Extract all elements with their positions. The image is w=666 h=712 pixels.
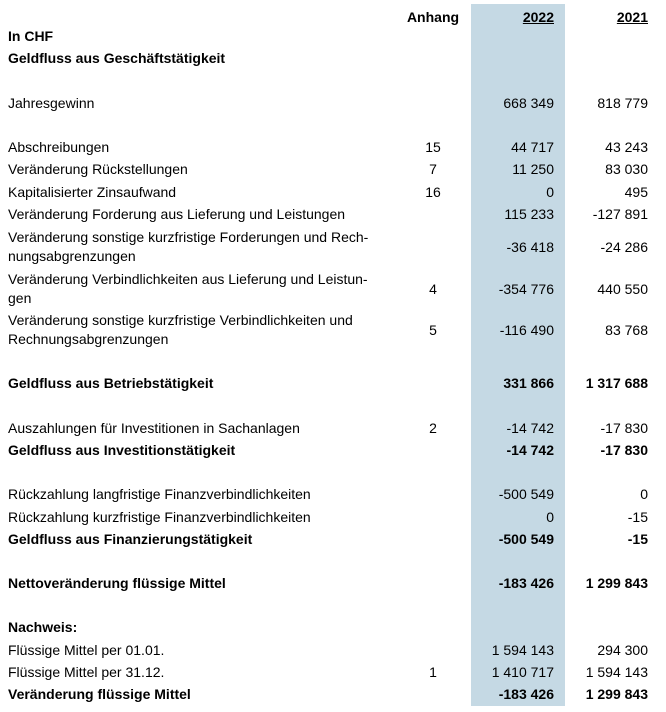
table-row: [0, 441, 666, 460]
row-value-2022: 668 349: [503, 95, 554, 111]
row-label: Veränderung Rückstellungen: [8, 161, 188, 177]
table-row: [0, 508, 666, 527]
row-label: Geldfluss aus Finanzierungstätigkeit: [8, 531, 253, 547]
table-row: [0, 419, 666, 438]
row-value-2021: -15: [627, 531, 648, 547]
row-label: Flüssige Mittel per 01.01.: [8, 642, 165, 658]
row-value-2022: 331 866: [503, 375, 554, 391]
row-value-2022: -183 426: [498, 686, 554, 702]
row-value-2021: 440 550: [597, 281, 648, 297]
row-label: In CHF: [8, 28, 54, 44]
row-label: Nachweis:: [8, 619, 78, 635]
column-header-2021: 2021: [616, 9, 648, 25]
row-value-2021: 1 299 843: [585, 575, 648, 591]
table-row: [0, 311, 666, 349]
table-row: [0, 228, 666, 266]
row-note-ref: 4: [429, 281, 437, 297]
table-row: [0, 663, 666, 682]
row-value-2022: -36 418: [506, 239, 554, 255]
table-row: [0, 618, 666, 637]
row-value-2022: 0: [546, 509, 554, 525]
row-label: Rückzahlung langfristige Finanzverbindlichkeiten: [8, 486, 311, 502]
row-label: Auszahlungen für Investitionen in Sachanlagen: [8, 420, 300, 436]
row-value-2022: 1 594 143: [491, 642, 554, 658]
row-label: Geldfluss aus Betriebstätigkeit: [8, 375, 214, 391]
table-row: [0, 49, 666, 68]
row-note-ref: 15: [425, 139, 441, 155]
row-value-2021: 83 030: [605, 161, 648, 177]
table-row: [0, 685, 666, 704]
row-value-2021: -15: [627, 509, 648, 525]
row-note-ref: 16: [425, 184, 441, 200]
table-row: [0, 183, 666, 202]
row-value-2022: -500 549: [498, 531, 554, 547]
table-row: [0, 641, 666, 660]
row-label: Kapitalisierter Zinsaufwand: [8, 184, 177, 200]
row-note-ref: 7: [429, 161, 437, 177]
row-value-2021: 495: [624, 184, 648, 200]
row-value-2022: -354 776: [498, 281, 554, 297]
row-label: Veränderung Verbindlichkeiten aus Lieferung und Leistun- gen: [8, 271, 368, 306]
row-value-2022: -14 742: [506, 442, 554, 458]
row-value-2022: -183 426: [498, 575, 554, 591]
row-value-2022: 1 410 717: [491, 664, 554, 680]
row-value-2022: 115 233: [504, 206, 554, 222]
row-label: Veränderung flüssige Mittel: [8, 686, 191, 702]
row-value-2022: 11 250: [512, 161, 554, 177]
row-value-2021: -17 830: [600, 442, 648, 458]
row-label: Geldfluss aus Investitionstätigkeit: [8, 442, 236, 458]
row-label: Jahresgewinn: [8, 95, 95, 111]
table-row: [0, 205, 666, 224]
row-value-2021: 1 594 143: [585, 664, 648, 680]
row-label: Rückzahlung kurzfristige Finanzverbindlichkeiten: [8, 509, 311, 525]
row-value-2021: 294 300: [597, 642, 648, 658]
row-note-ref: 1: [429, 664, 437, 680]
row-note-ref: 5: [429, 322, 437, 338]
row-label: Geldfluss aus Geschäftstätigkeit: [8, 50, 226, 66]
row-value-2021: 818 779: [597, 95, 648, 111]
row-value-2022: 44 717: [511, 139, 554, 155]
row-value-2022: 0: [546, 184, 554, 200]
row-value-2021: 83 768: [605, 322, 648, 338]
column-header-anhang: Anhang: [406, 9, 460, 25]
row-value-2022: -500 549: [498, 486, 554, 502]
row-label: Veränderung sonstige kurzfristige Forderungen und Rech- nungsabgrenzungen: [8, 229, 369, 264]
table-row: [0, 374, 666, 393]
table-row: [0, 160, 666, 179]
table-row: [0, 138, 666, 157]
row-value-2021: -24 286: [600, 239, 648, 255]
table-row: [0, 27, 666, 46]
row-value-2022: -116 490: [499, 322, 554, 338]
row-value-2021: 1 317 688: [585, 375, 648, 391]
column-header-2022: 2022: [522, 9, 554, 25]
row-value-2021: -17 830: [600, 420, 648, 436]
table-row: [0, 530, 666, 549]
row-note-ref: 2: [429, 420, 437, 436]
row-label: Flüssige Mittel per 31.12.: [8, 664, 165, 680]
table-row: [0, 574, 666, 593]
row-label: Veränderung sonstige kurzfristige Verbindlichkeiten und Rechnungsabgrenzungen: [8, 312, 353, 347]
row-value-2021: 0: [640, 486, 648, 502]
table-row: [0, 485, 666, 504]
table-row: [0, 270, 666, 308]
row-label: Veränderung Forderung aus Lieferung und Leistungen: [8, 206, 346, 222]
row-value-2021: 1 299 843: [585, 686, 648, 702]
row-label: Nettoveränderung flüssige Mittel: [8, 575, 226, 591]
row-value-2021: 43 243: [605, 139, 648, 155]
row-value-2022: -14 742: [506, 420, 554, 436]
table-row: [0, 94, 666, 113]
row-value-2021: -127 891: [592, 206, 648, 222]
row-label: Abschreibungen: [8, 139, 110, 155]
